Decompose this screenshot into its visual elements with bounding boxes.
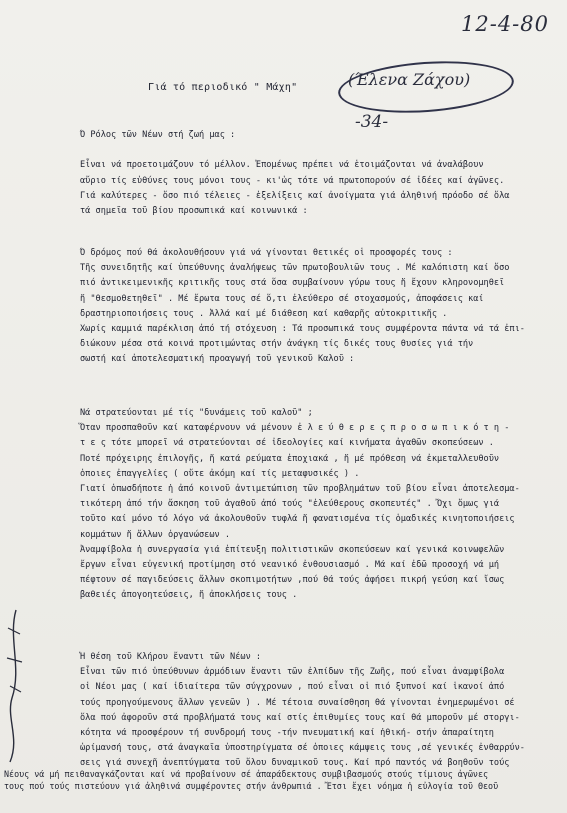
section-forces-of-good xyxy=(80,406,555,604)
text-line: Ποτέ πρόχειρης ἐπιλογῆς, ἤ κατά ρεύματα ἐποχιακά , ἤ μέ πρόθεση νά ἐκμεταλλευθοῦν xyxy=(80,453,500,464)
text-line: πιό ἀντικειμενικῆς κριτικῆς τους στά ὅσα συμβαίνουν γύρω τους ἤ ἔχουν κληρονομηθεῖ xyxy=(80,278,505,289)
text-line: ἤ "θεσμοθετηθεῖ" . Μέ ἔρωτα τους σέ ὅ,τι ἐλεύθερο σέ στοχασμούς, ἀποφάσεις καί xyxy=(80,293,484,304)
text-line: τοῦτο καί μόνο τό λόγο νά ἀκολουθοῦν τυφλά ἤ φανατισμένα τίς ὁμαδικές κινητοποιήσεις xyxy=(80,514,515,525)
text-line: Ἀναμφίβολα ἡ συνεργασία γιά ἐπίτευξη πολιτιστικῶν σκοπεύσεων καί γενικά κοινωφελῶν xyxy=(80,544,505,555)
text-line: τικότερη ἀπό τήν ἄσκηση τοῦ ἀγαθοῦ ἀπό τούς "ἐλεύθερους σκοπευτές" . Ὄχι ὅμως γιά xyxy=(80,499,500,510)
handwritten-page-number: -34- xyxy=(355,112,389,132)
text-line: τούς προηγούμενους ἄλλων γενεῶν ) . Μέ τέτοια συναίσθηση θά γίνονται ἐνημερωμένοι σέ xyxy=(80,697,515,708)
section-heading: Νά στρατεύονται μέ τίς "δυνάμεις τοῦ καλοῦ" ; xyxy=(80,408,313,418)
text-line: κομμάτων ἤ ἄλλων ὀργανώσεων . xyxy=(80,529,231,540)
text-line: τά σημεῖα τοῦ βίου προσωπικά καί κοινωνικά : xyxy=(80,206,308,217)
text-line: ὁποιες ἐπαγγελίες ( οὔτε ἀκόμη καί τίς μεταφυσικές ) . xyxy=(80,468,360,479)
text-line: αὔριο τίς εὐθύνες τους μόνοι τους - κι'ὡς τότε νά πρωτοπορούν σέ ἰδέες καί ἀγῶνες. xyxy=(80,175,505,186)
text-line: τ ε ς τότε μπορεῖ νά στρατεύονται σέ ἰδεολογίες καί κινήματα ἀγαθῶν σκοπεύσεων . xyxy=(80,438,494,449)
text-line: ὡρίμανσή τους, στά ἀναγκαῖα ὑποστηρίγματα σέ ὁποιες κάμψεις τους ,σέ γενικές ἐνθαρρύν- xyxy=(80,743,525,754)
text-line: Εἶναι νά προετοιμάζουν τό μέλλον. Ἐπομένως πρέπει νά ἑτοιμάζονται νά ἀναλάβουν xyxy=(80,160,484,171)
document-title: Γιά τό περιοδικό " Μάχη" xyxy=(148,82,298,93)
text-line: σωστή καί ἀποτελεσματική προαγωγή τοῦ γενικοῦ Καλοῦ : xyxy=(80,354,355,365)
text-line: Ὅταν προσπαθοῦν καί καταφέρνουν νά μένουν ἐ λ ε ύ θ ε ρ ε ς π ρ ο σ ω π ι κ ό τ η - xyxy=(80,423,510,434)
text-line: Χωρίς καμμιά παρέκλιση ἀπό τή στόχευση : Τά προσωπικά τους συμφέροντα πάντα νά τά ἐπι- xyxy=(80,324,525,335)
text-line: Γιατί ὁπωσδήποτε ἡ ἀπό κοινοῦ ἀντιμετώπιση τῶν προβλημάτων τοῦ βίου εἶναι ἀποτελεσμα- xyxy=(80,484,520,495)
text-line: διώκουν μέσα στά κοινά προτιμώντας στήν ἀνάγκη τίς δικές τους θυσίες γιά τήν xyxy=(80,339,474,350)
text-line: Γιά καλύτερες - ὅσο πιό τέλειες - ἐξελίξεις καί ἀνοίγματα γιά ἀληθινή πρόοδο σέ ὅλα xyxy=(80,190,510,201)
text-line: σεις γιά συνεχῆ ἀνεπτύγματα τοῦ ὅλου δυναμικοῦ τους. Καί πρό παντός νά βοηθοῦν τούς xyxy=(80,758,510,769)
section-path-to-follow xyxy=(80,246,555,368)
handwritten-author: (Έλενα Ζάχου) xyxy=(348,70,471,89)
section-heading: Ἡ θέση τοῦ Κλήρου ἔναντι τῶν Νέων : xyxy=(80,652,262,662)
handwritten-date: 12-4-80 xyxy=(461,12,549,36)
section-heading: Ό δρόμος πού θά ἀκολουθήσουν γιά νά γίνονται θετικές οἱ προσφορές τους : xyxy=(80,248,453,258)
text-line: ὅλα πού ἀφοροῦν στά προβλήματά τους καί στίς ἐπιθυμίες τους καί θά μποροῦν μέ στοργι- xyxy=(80,712,520,723)
section-heading: Ό Ρόλος τῶν Νέων στή ζωή μας : xyxy=(80,130,236,140)
section-clergy-position xyxy=(80,650,555,772)
text-line: οἱ Νέοι μας ( καί ἰδιαίτερα τῶν σύγχρονων , πού εἶναι οἱ πιό ξυπνοί καί ἱκανοί ἀπό xyxy=(80,682,505,693)
text-line: βαθειές ἀπογοητεύσεις, ἤ ἀποκλήσεις τους . xyxy=(80,590,298,601)
text-line: ἔργων εἶναι εὐγενική προτίμηση στό νεανικό ἐνθουσιασμό . Μά καί ἐδῶ προσοχή νά μή xyxy=(80,560,500,571)
text-line: Νέους νά μή πειθαναγκάζονται καί νά προβαίνουν σέ ἀπαράδεκτους συμβιβασμούς στούς τίμιους ἀγῶνες xyxy=(4,769,489,779)
bottom-overflow-text xyxy=(4,768,561,792)
text-line: τους πού τούς πιστεύουν γιά ἀληθινά συμφέροντες στήν ἀνθρωπιά . Ἔτσι ἔχει νόημα ἡ εὐλογία τοῦ Θεοῦ xyxy=(4,781,499,791)
handwritten-margin-signature xyxy=(2,608,28,764)
section-role-of-youth xyxy=(80,128,555,219)
text-line: κότητα νά προσφέρουν τή συνδρομή τους -τήν πνευματική καί ἠθική- στήν ἀπαραίτητη xyxy=(80,728,494,739)
text-line: Εἶναι τῶν πιό ὑπεύθυνων ἁρμόδιων ἔναντι τῶν ἐλπίδων τῆς Ζωῆς, πού εἶναι ἀναμφίβολα xyxy=(80,667,505,678)
text-line: πέφτουν σέ παγιδεύσεις ἄλλων σκοπιμοτήτων ,πού θά τούς ἀφήσει πικρή γεύση καί ἴσως xyxy=(80,575,505,586)
text-line: Τῆς συνειδητῆς καί ὑπεύθυνης ἀναλήψεως τῶν πρωτοβουλιῶν τους . Μέ καλόπιστη καί ὅσο xyxy=(80,263,510,274)
text-line: δραστηριοποιήσεις τους . Ἀλλά καί μέ διάθεση καί καθαρῆς αὐτοκριτικῆς . xyxy=(80,308,448,319)
